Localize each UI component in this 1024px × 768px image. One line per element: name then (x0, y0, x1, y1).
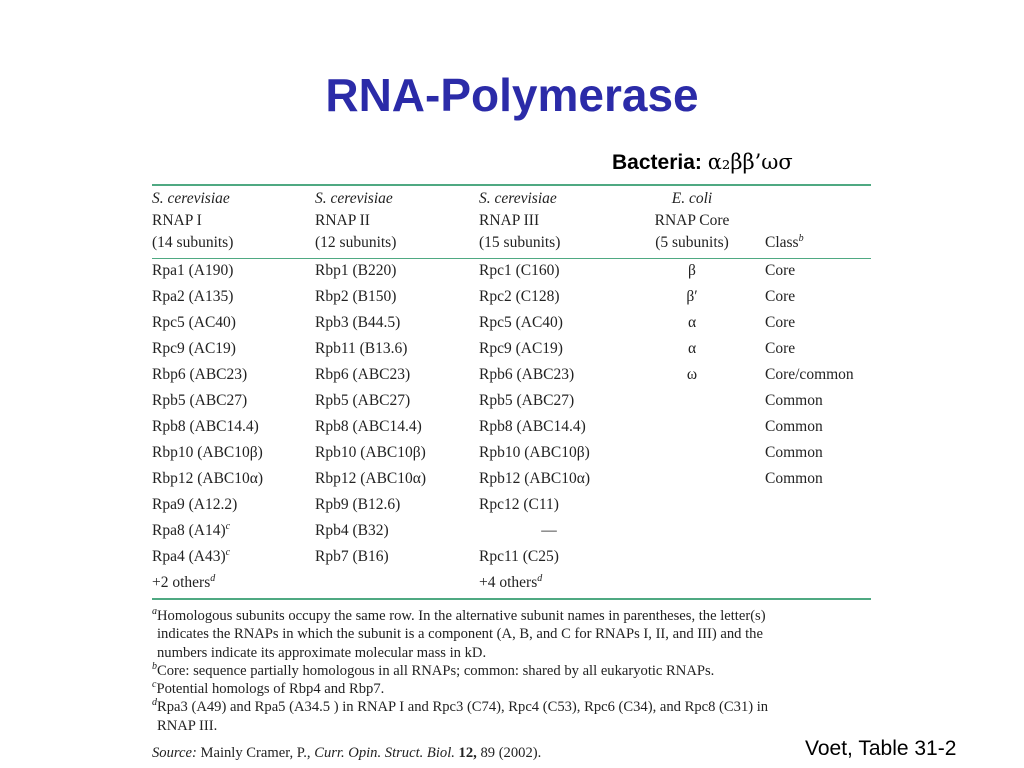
footnote-a-line2: indicates the RNAPs in which the subunit is a component (A, B, and C for RNAPs I, II, and III) and the (157, 626, 763, 643)
table-cell-r12-c1: Rpa4 $(A43)^c$ (152, 546, 231, 565)
table-cell-r1-c1: Rpa1 (A190) (152, 262, 234, 279)
column-header-2: S. cerevisiae RNAP II (12 subunits) (315, 190, 397, 251)
table-cell-r3-c1: Rpc5 (AC40) (152, 314, 236, 331)
table-cell-r1-c5: Core (765, 262, 796, 279)
table-cell-r12-c2: Rpb7 (B16) (315, 548, 389, 565)
table-cell-r5-c3: Rpb6 (ABC23) (479, 366, 575, 383)
footnote-a: $^a$Homologous subunits occupy the same row. In the alternative subunit names in parentheses, the letter(s) (152, 606, 766, 624)
table-cell-r5-c1: Rbp6 (ABC23) (152, 366, 248, 383)
table-cell-r1-c3: Rpc1 (C160) (479, 262, 560, 279)
table-top-rule (152, 184, 871, 186)
table-cell-r8-c1: Rbp10 (ABC10β) (152, 444, 263, 461)
table-cell-r7-c3: Rpb8 (ABC14.4) (479, 418, 586, 435)
table-cell-r2-c4: β′ (686, 288, 698, 305)
table-cell-r7-c5: Common (765, 418, 823, 435)
table-cell-r13-c1: +2 others$^d$ (152, 572, 216, 591)
table-cell-r2-c5: Core (765, 288, 796, 305)
table-cell-r5-c5: Core/common (765, 366, 854, 383)
footnotes (152, 607, 872, 735)
table-cell-r6-c3: Rpb5 (ABC27) (479, 392, 575, 409)
table-credit: Voet, Table 31-2 (805, 737, 957, 760)
table-cell-r11-c2: Rpb4 (B32) (315, 522, 389, 539)
bacteria-subunits: α₂ββ’ωσ (707, 150, 793, 174)
table-cell-r1-c4: β (688, 262, 696, 279)
column-header-4: E. coli RNAP Core (5 subunits) (654, 190, 730, 251)
footnote-d: $^d$Rpa3 (A49) and Rpa5 (A34.5 ) in RNAP I and Rpc3 (C74), Rpc4 (C53), Rpc6 (C34), and Rpc8 (C31) in (152, 697, 769, 716)
footnote-d-line2: RNAP III. (157, 717, 218, 734)
table-cell-r1-c2: Rbp1 (B220) (315, 262, 397, 279)
table-cell-r6-c1: Rpb5 (ABC27) (152, 392, 248, 409)
table-cell-r9-c1: Rbp12 (ABC10α) (152, 470, 264, 487)
table-cell-r4-c4: α (687, 340, 697, 357)
table-header-rule (152, 258, 871, 259)
table-cell-r6-c2: Rpb5 (ABC27) (315, 392, 411, 409)
table-cell-r7-c1: Rpb8 (ABC14.4) (152, 418, 259, 435)
table-cell-r12-c3: Rpc11 (C25) (479, 548, 559, 565)
footnote-c: $^c$Potential homologs of Rbp4 and Rbp7. (152, 679, 385, 698)
table-cell-r4-c1: Rpc9 (AC19) (152, 340, 236, 357)
table-cell-r6-c5: Common (765, 392, 823, 409)
table-cell-r11-c3: — (541, 522, 557, 539)
column-header-3: S. cerevisiae RNAP III (15 subunits) (479, 190, 561, 251)
table-cell-r2-c3: Rpc2 (C128) (479, 288, 560, 305)
bacteria-label: Bacteria: (612, 151, 702, 174)
table-cell-r3-c3: Rpc5 (AC40) (479, 314, 563, 331)
table-cell-r9-c3: Rpb12 (ABC10α) (479, 470, 591, 487)
table-cell-r8-c2: Rpb10 (ABC10β) (315, 444, 426, 461)
table-cell-r8-c5: Common (765, 444, 823, 461)
table-cell-r5-c4: ω (686, 366, 698, 383)
table-cell-r7-c2: Rpb8 (ABC14.4) (315, 418, 422, 435)
table-cell-r4-c2: Rpb11 (B13.6) (315, 340, 408, 357)
table-bottom-rule (152, 598, 871, 600)
source-citation: Source: Mainly Cramer, P., Curr. Opin. Struct. Biol. 12, 89 (2002). (152, 745, 542, 761)
table-cell-r2-c1: Rpa2 (A135) (152, 288, 234, 305)
table-cell-r9-c2: Rbp12 (ABC10α) (315, 470, 427, 487)
table-cell-r9-c5: Common (765, 470, 823, 487)
slide-title: RNA-Polymerase (325, 69, 699, 121)
table-cell-r4-c5: Core (765, 340, 796, 357)
table-cell-r3-c2: Rpb3 (B44.5) (315, 314, 401, 331)
table-cell-r10-c2: Rpb9 (B12.6) (315, 496, 401, 513)
table-cell-r3-c5: Core (765, 314, 796, 331)
column-header-1: S. cerevisiae RNAP I (14 subunits) (152, 190, 234, 251)
table-cell-r13-c3: +4 others$^d$ (479, 572, 543, 591)
table-cell-r10-c1: Rpa9 (A12.2) (152, 496, 238, 513)
bacteria-formula (612, 150, 793, 175)
table-cell-r8-c3: Rpb10 (ABC10β) (479, 444, 590, 461)
table-cell-r5-c2: Rbp6 (ABC23) (315, 366, 411, 383)
column-header-5: Class$^b$ (765, 232, 804, 251)
footnote-b: $^b$Core: sequence partially homologous in all RNAPs; common: shared by all eukaryotic RNAPs. (152, 661, 715, 679)
table-cell-r2-c2: Rbp2 (B150) (315, 288, 397, 305)
table-cell-r11-c1: Rpa8 $(A14)^c$ (152, 520, 231, 539)
table-cell-r3-c4: α (687, 314, 697, 331)
table-cell-r4-c3: Rpc9 (AC19) (479, 340, 563, 357)
footnote-a-line3: numbers indicate its approximate molecular mass in kD. (157, 644, 487, 661)
table-cell-r10-c3: Rpc12 (C11) (479, 496, 559, 513)
